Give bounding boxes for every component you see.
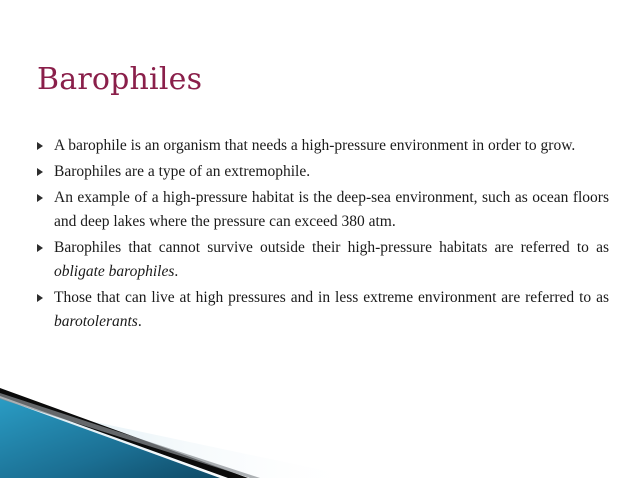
bullet-item: [37, 134, 609, 158]
bullet-text-end: .: [174, 263, 179, 280]
bullet-item: [37, 236, 609, 284]
dark-sweep-shape: [0, 388, 248, 478]
slide-title: Barophiles: [37, 62, 203, 97]
triangle-bullet-icon: [37, 142, 43, 150]
bullet-text: Those that can live at high pressures and in less extreme environment are referred to as: [54, 289, 609, 306]
bullet-text-end: .: [137, 313, 142, 330]
triangle-bullet-icon: [37, 194, 43, 202]
bullet-emphasis: barotolerants: [54, 313, 138, 330]
bullet-emphasis: obligate barophiles: [54, 263, 175, 280]
bullet-item: [37, 186, 609, 234]
bullet-item: [37, 286, 609, 334]
bullet-list: [37, 134, 609, 336]
teal-sweep-shape: [0, 398, 220, 478]
bullet-text: Barophiles are a type of an extremophile.: [54, 163, 311, 180]
triangle-bullet-icon: [37, 244, 43, 252]
pale-sweep-shape: [0, 402, 360, 478]
triangle-bullet-icon: [37, 168, 43, 176]
triangle-bullet-icon: [37, 294, 43, 302]
grey-stripe-shape: [0, 393, 260, 478]
bullet-text: Barophiles that cannot survive outside their high-pressure habitats are referred to as: [54, 239, 609, 256]
bullet-item: [37, 160, 609, 184]
bullet-text: A barophile is an organism that needs a high-pressure environment in order to grow.: [54, 137, 576, 154]
bullet-text: An example of a high-pressure habitat is the deep-sea environment, such as ocean floors and deep lakes where the pressure can exceed 380 atm.: [54, 189, 609, 230]
